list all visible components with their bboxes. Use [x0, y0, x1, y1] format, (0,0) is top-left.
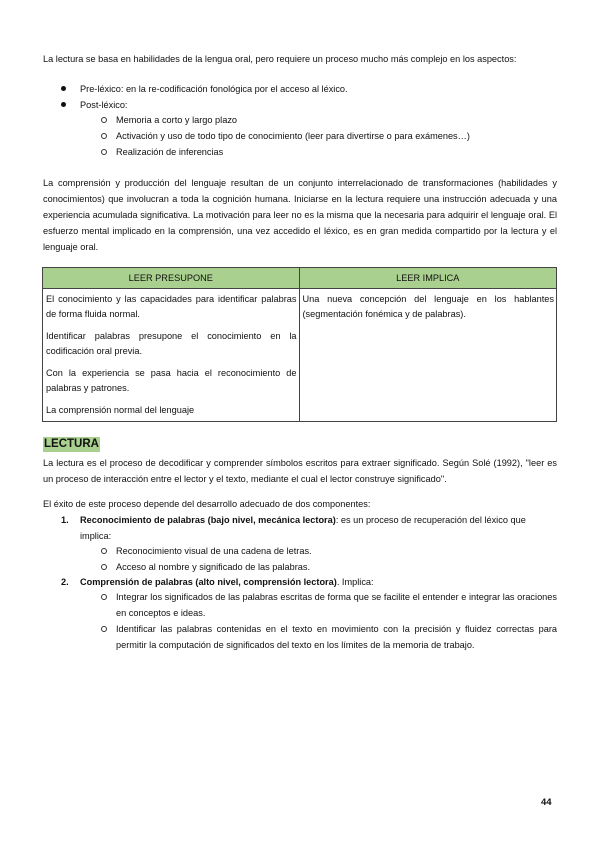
item-1-rest: : es un proceso de recuperación del léxico que — [335, 515, 526, 525]
bullet-dot-icon — [61, 86, 66, 91]
sub-bullet-activacion: Activación y uso de todo tipo de conocimiento (leer para divertirse o para exámenes…) — [116, 131, 470, 141]
circle-bullet-icon — [101, 133, 107, 139]
circle-bullet-icon — [101, 117, 107, 123]
implica-item: Una nueva concepción del lenguaje en los hablantes (segmentación fonémica y de palabras). — [302, 294, 554, 319]
table-cell-presupone — [43, 289, 300, 422]
item-2-sub: Identificar las palabras contenidas en el texto en movimiento con la precisión y fluidez correctas para permitir la computación de significados del texto en los límites de la memoria de trabajo. — [116, 624, 557, 650]
presupone-item: El conocimiento y las capacidades para identificar palabras de forma fluida normal. — [46, 294, 297, 319]
section-heading-lectura: LECTURA — [44, 438, 99, 450]
table-header-implica: LEER IMPLICA — [299, 268, 557, 289]
presupone-item: Identificar palabras presupone el conocimiento en la codificación oral previa. — [46, 331, 297, 356]
item-2-rest: . Implica: — [336, 577, 374, 587]
item-1-continuation: implica: — [80, 531, 112, 541]
item-1-text — [80, 512, 557, 528]
page-number: 44 — [541, 797, 552, 808]
item-1-title: Reconocimiento de palabras (bajo nivel, mecánica lectora) — [80, 515, 336, 525]
presupone-item: La comprensión normal del lenguaje — [46, 405, 195, 415]
table-header-presupone: LEER PRESUPONE — [43, 268, 300, 289]
item-1-sub: Reconocimiento visual de una cadena de letras. — [116, 546, 312, 556]
circle-bullet-icon — [101, 564, 107, 570]
item-1-sub: Acceso al nombre y significado de las palabras. — [116, 562, 311, 572]
sub-bullet-inferencias: Realización de inferencias — [116, 147, 224, 157]
table-cell-implica — [299, 289, 557, 422]
item-2-sub: Integrar los significados de las palabras escritas de forma que se facilite el entender e integrar las oraciones en conceptos e ideas. — [116, 592, 557, 618]
circle-bullet-icon — [101, 149, 107, 155]
success-sentence: El éxito de este proceso depende del desarrollo adecuado de dos componentes: — [43, 499, 371, 509]
presupone-item: Con la experiencia se pasa hacia el reconocimiento de palabras y patrones. — [46, 368, 297, 393]
item-2-text — [80, 574, 374, 590]
bullet-pre-lexico: Pre-léxico: en la re-codificación fonológica por el acceso al léxico. — [80, 84, 348, 94]
circle-bullet-icon — [101, 594, 107, 600]
bullet-post-lexico: Post-léxico: — [80, 100, 128, 110]
item-number-2: 2. — [61, 577, 69, 587]
circle-bullet-icon — [101, 626, 107, 632]
lectura-definition: La lectura es el proceso de decodificar y comprender símbolos escritos para extraer significado. Según Solé (1992), "leer es un proceso de interacción entre el lector y el texto, mediante el cual el lector construye significado". — [43, 458, 557, 484]
item-2-title: Comprensión de palabras (alto nivel, comprensión lectora) — [80, 577, 337, 587]
reading-table — [42, 267, 557, 422]
circle-bullet-icon — [101, 548, 107, 554]
intro-paragraph: La lectura se basa en habilidades de la lengua oral, pero requiere un proceso mucho más complejo en los aspectos: — [43, 54, 517, 64]
item-number-1: 1. — [61, 515, 69, 525]
comprehension-paragraph: La comprensión y producción del lenguaje resultan de un conjunto interrelacionado de transformaciones (habilidades y conocimientos) que involucran a toda la cognición humana. Iniciarse en la lectura requiere una instrucción adecuada y una experiencia acumulada significativa. La motivación para leer no es la misma que la necesaria para adquirir el lenguaje oral. El esfuerzo mental implicado en la comprensión, una vez accedido el léxico, es en gran medida compartido por la lectura y el lenguaje oral. — [43, 178, 557, 252]
sub-bullet-memoria: Memoria a corto y largo plazo — [116, 115, 238, 125]
bullet-dot-icon — [61, 102, 66, 107]
